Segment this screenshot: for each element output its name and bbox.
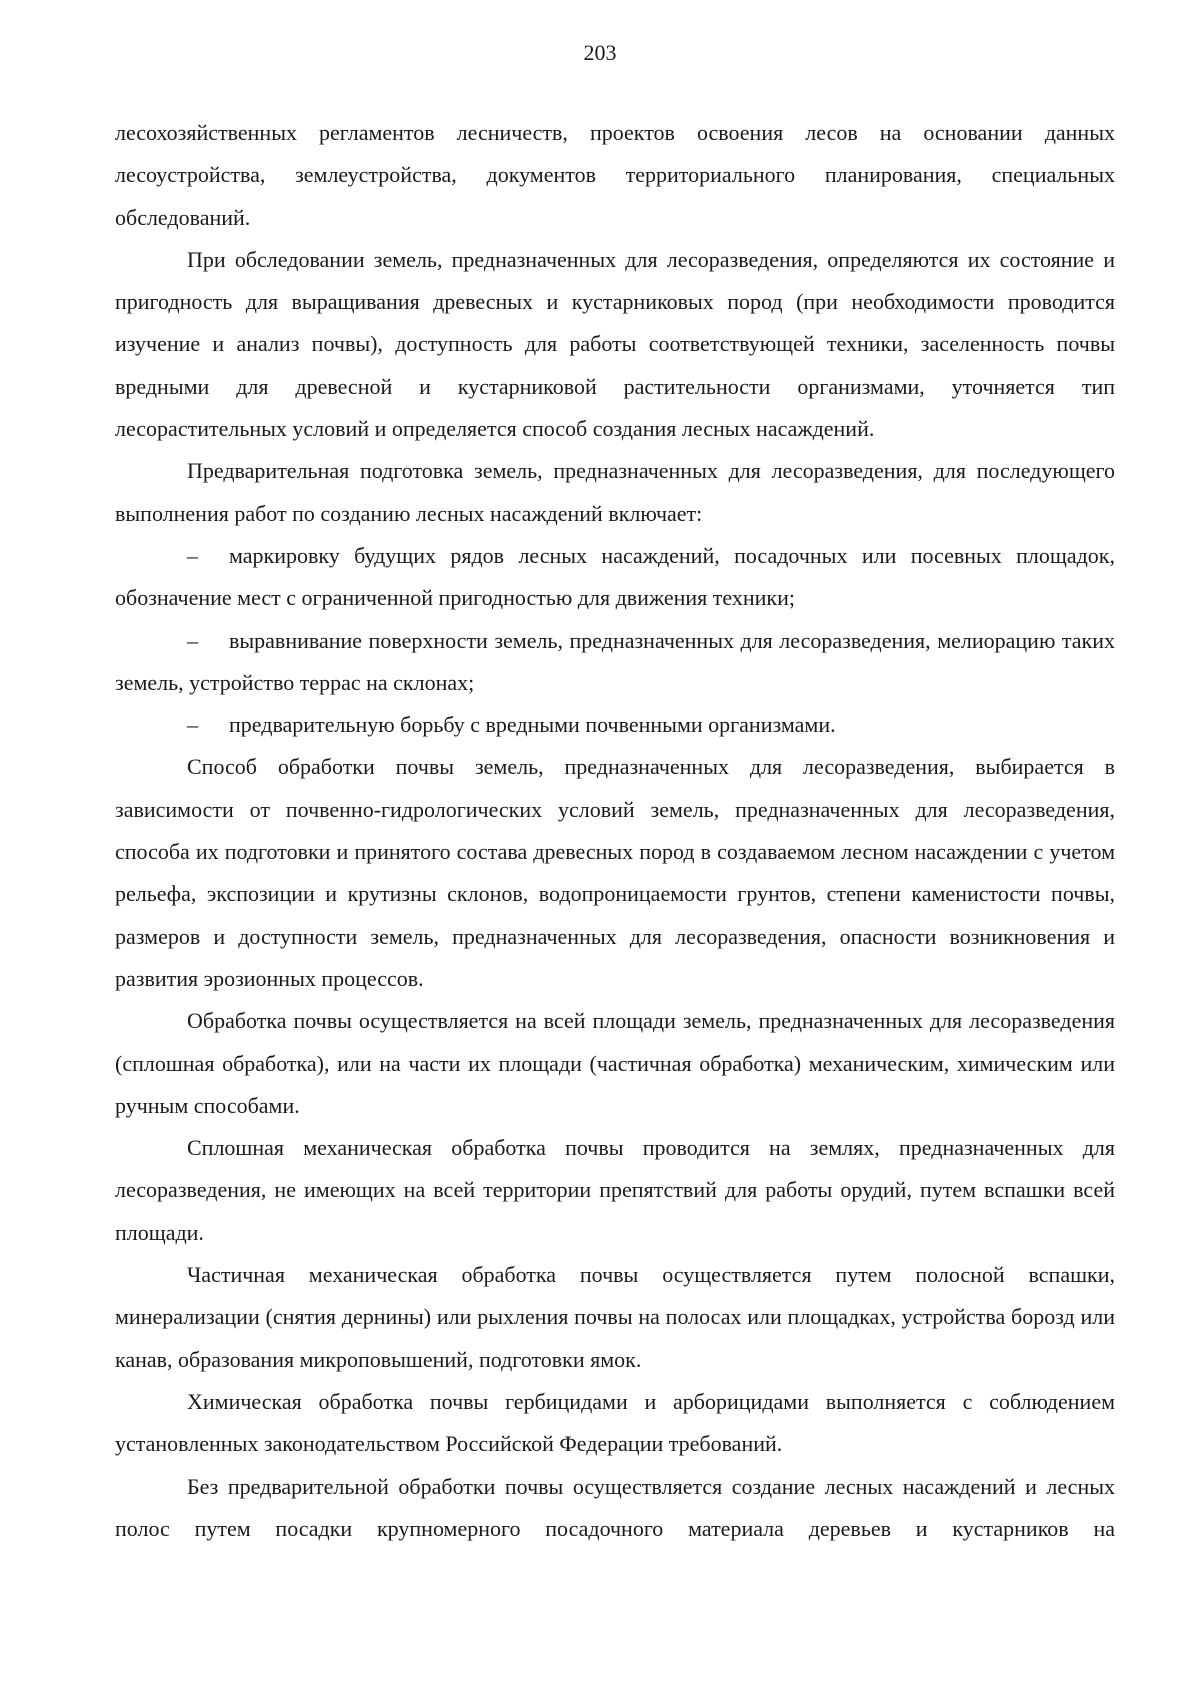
- list-item-text: маркировку будущих рядов лесных насаждений, посадочных или посевных площадок, обозначение мест с ограниченной пригодностью для движения техники;: [115, 542, 1115, 611]
- paragraph-continuation: лесохозяйственных регламентов лесничеств, проектов освоения лесов на основании данных лесоустройства, землеустройства, документов территориального планирования, специальных обследований.: [115, 120, 1115, 230]
- paragraph-open: Без предварительной обработки почвы осуществляется создание лесных насаждений и лесных полос путем посадки крупномерного посадочного материала деревьев и кустарников на: [115, 1473, 1115, 1541]
- list-item: [115, 620, 1115, 705]
- paragraph: Обработка почвы осуществляется на всей площади земель, предназначенных для лесоразведения (сплошная обработка), или на части их площади (частичная обработка) механическим, химическим или ручным способами.: [115, 1008, 1115, 1118]
- paragraph: Сплошная механическая обработка почвы проводится на землях, предназначенных для лесоразведения, не имеющих на всей территории препятствий для работы орудий, путем вспашки всей площади.: [115, 1135, 1115, 1245]
- paragraph: При обследовании земель, предназначенных для лесоразведения, определяются их состояние и пригодность для выращивания древесных и кустарниковых пород (при необходимости проводится изучение и анализ почвы), доступность для работы соответствующей техники, заселенность почвы вредными для древесной и кустарниковой растительности организмами, уточняется тип лесорастительных условий и определяется способ создания лесных насаждений.: [115, 246, 1115, 442]
- list-item: [115, 535, 1115, 620]
- dash-marker: –: [187, 542, 198, 568]
- paragraph: Частичная механическая обработка почвы осуществляется путем полосной вспашки, минерализации (снятия дернины) или рыхления почвы на полосах или площадках, устройства борозд или канав, образования микроповышений, подготовки ямок.: [115, 1262, 1115, 1372]
- dash-marker: –: [187, 627, 198, 653]
- page-number: 203: [583, 40, 617, 65]
- dash-marker: –: [187, 712, 198, 738]
- document-body: [115, 112, 1115, 1550]
- paragraph: Способ обработки почвы земель, предназначенных для лесоразведения, выбирается в зависимости от почвенно-гидрологических условий земель, предназначенных для лесоразведения, способа их подготовки и принятого состава древесных пород в создаваемом лесном насаждении с учетом рельефа, экспозиции и крутизны склонов, водопроницаемости грунтов, степени каменистости почвы, размеров и доступности земель, предназначенных для лесоразведения, опасности возникновения и развития эрозионных процессов.: [115, 754, 1115, 991]
- list-item-text: выравнивание поверхности земель, предназначенных для лесоразведения, мелиорацию таких земель, устройство террас на склонах;: [115, 627, 1115, 695]
- paragraph: Химическая обработка почвы гербицидами и арборицидами выполняется с соблюдением установленных законодательством Российской Федерации требований.: [115, 1388, 1115, 1457]
- paragraph: Предварительная подготовка земель, предназначенных для лесоразведения, для последующего выполнения работ по созданию лесных насаждений включает:: [115, 458, 1115, 526]
- list-item: [115, 704, 1115, 746]
- list-item-text: предварительную борьбу с вредными почвенными организмами.: [229, 712, 836, 738]
